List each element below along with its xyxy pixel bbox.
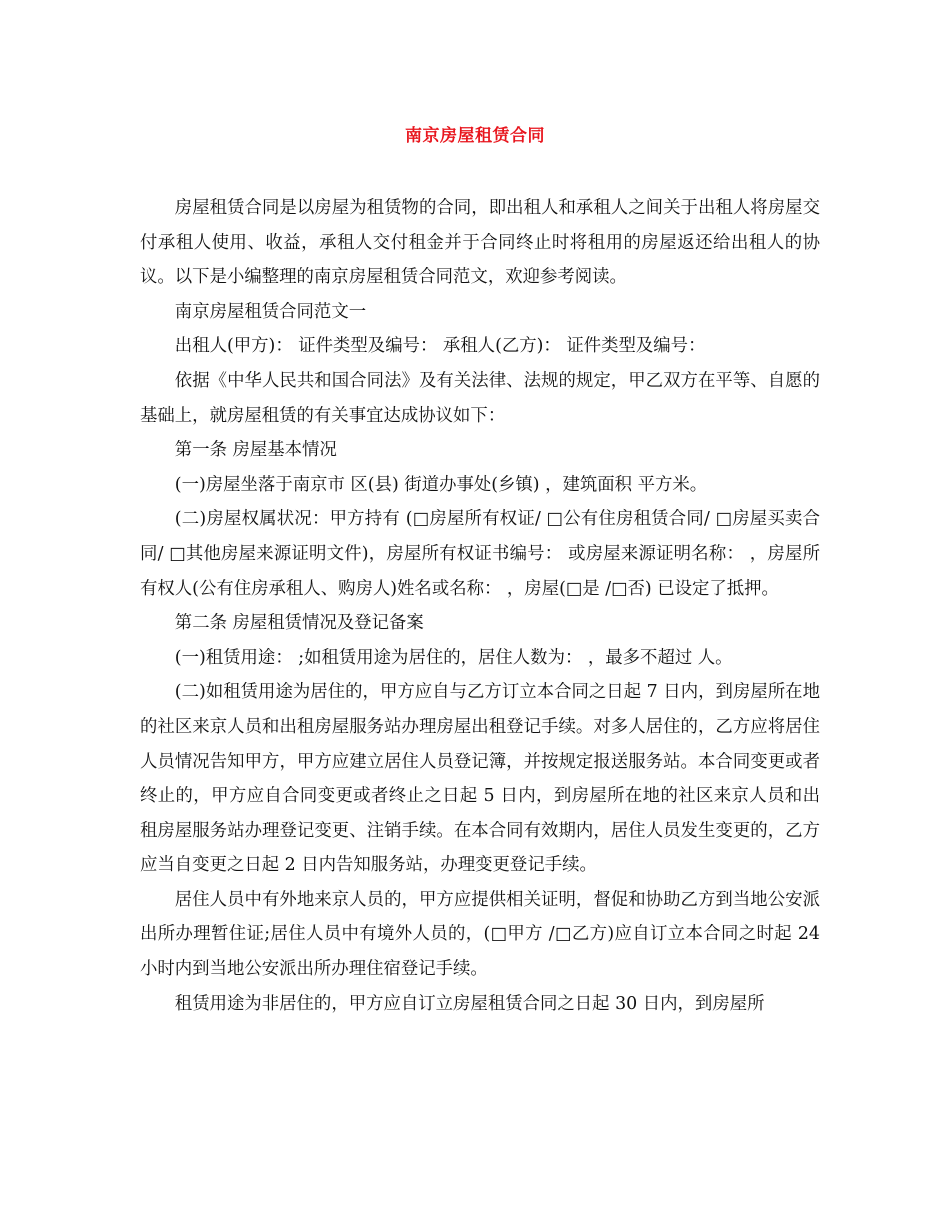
paragraph-lease-purpose: (一)租赁用途： ;如租赁用途为居住的，居住人数为： ，最多不超过 人。 bbox=[174, 647, 733, 668]
paragraph-sample-heading: 南京房屋租赁合同范文一 bbox=[174, 301, 367, 322]
paragraph-registration: (二)如租赁用途为居住的，甲方应自与乙方订立本合同之日起 7 日内，到房屋所在地的社区来京人员和出租房屋服务站办理房屋出租登记手续。对多人居住的，乙方应将居住人员情况告知甲方，甲方应建立居住人员登记簿，并按规定报送服务站。本合同变更或者终止的，甲方应自合同变更或者终止之日起 5 日内，到房屋所在地的社区来京人员和出租房屋服务站办理登记变更、注销手续。在本合同有效期内，居住人员发生变更的，乙方应当自变更之日起 2 日内告知服务站，办理变更登记手续。 bbox=[140, 682, 820, 876]
document-body bbox=[140, 191, 820, 1021]
document-title: 南京房屋租赁合同 bbox=[405, 126, 545, 146]
paragraph-legal-basis: 依据《中华人民共和国合同法》及有关法律、法规的规定，甲乙双方在平等、自愿的基础上，就房屋租赁的有关事宜达成协议如下： bbox=[140, 370, 820, 426]
section-heading-article-1: 第一条 房屋基本情况 bbox=[174, 440, 337, 461]
paragraph-residents: 居住人员中有外地来京人员的，甲方应提供相关证明，督促和协助乙方到当地公安派出所办理暂住证;居住人员中有境外人员的，(□甲方 /□乙方)应自订立本合同之时起 24 小时内到当地公安派出所办理住宿登记手续。 bbox=[140, 889, 820, 980]
paragraph-ownership: (二)房屋权属状况：甲方持有 (□房屋所有权证/ □公有住房租赁合同/ □房屋买卖合同/ □其他房屋来源证明文件)，房屋所有权证书编号： 或房屋来源证明名称： ，房屋所有权人(公有住房承租人、购房人)姓名或名称： ，房屋(□是 /□否) 已设定了抵押。 bbox=[140, 509, 820, 599]
paragraph-non-residential: 租赁用途为非居住的，甲方应自订立房屋租赁合同之日起 30 日内，到房屋所 bbox=[174, 993, 765, 1014]
paragraph-parties: 出租人(甲方)： 证件类型及编号： 承租人(乙方)： 证件类型及编号： bbox=[174, 336, 706, 357]
section-heading-article-2: 第二条 房屋租赁情况及登记备案 bbox=[174, 613, 424, 634]
paragraph-intro: 房屋租赁合同是以房屋为租赁物的合同，即出租人和承租人之间关于出租人将房屋交付承租人使用、收益，承租人交付租金并于合同终止时将租用的房屋返还给出租人的协议。以下是小编整理的南京房屋租赁合同范文，欢迎参考阅读。 bbox=[140, 198, 820, 288]
paragraph-house-location: (一)房屋坐落于南京市 区(县) 街道办事处(乡镇) ，建筑面积 平方米。 bbox=[174, 474, 708, 495]
